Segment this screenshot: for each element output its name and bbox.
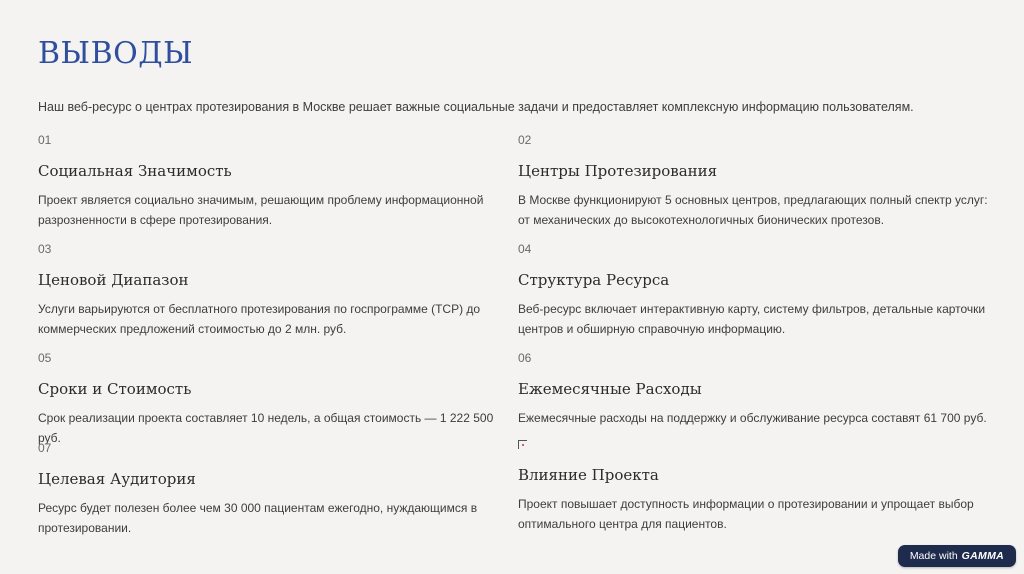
conclusion-item-01	[38, 133, 508, 230]
conclusion-item-02	[518, 133, 988, 230]
badge-prefix: Made with	[909, 550, 958, 562]
item-number	[518, 437, 988, 451]
item-number: 03	[38, 242, 52, 256]
item-heading: Ежемесячные Расходы	[518, 380, 702, 398]
intro-text: Наш веб-ресурс о центрах протезирования в Москве решает важные социальные задачи и предоставляет комплексную информацию пользователям.	[38, 100, 914, 114]
item-heading: Ценовой Диапазон	[38, 271, 189, 289]
item-number: 04	[518, 242, 532, 256]
page-title: ВЫВОДЫ	[38, 36, 194, 71]
item-heading: Целевая Аудитория	[38, 470, 196, 488]
broken-image-icon	[518, 440, 527, 449]
conclusion-item-08	[518, 437, 988, 534]
item-heading: Структура Ресурса	[518, 271, 670, 289]
item-heading: Влияние Проекта	[518, 466, 659, 484]
item-text: Проект повышает доступность информации о протезировании и упрощает выбор оптимального центра для пациентов.	[518, 497, 974, 531]
item-text: Проект является социально значимым, решающим проблему информационной разрозненности в сфере протезирования.	[38, 193, 484, 227]
item-number: 07	[38, 441, 52, 455]
gamma-logo: GAMMA	[961, 550, 1004, 562]
item-number: 06	[518, 351, 532, 365]
item-text: Услуги варьируются от бесплатного протезирования по госпрограмме (ТСР) до коммерческих предложений стоимостью до 2 млн. руб.	[38, 302, 481, 336]
item-number: 01	[38, 133, 52, 147]
item-text: Веб-ресурс включает интерактивную карту, систему фильтров, детальные карточки центров и обширную справочную информацию.	[518, 302, 986, 336]
conclusion-item-05	[38, 351, 508, 448]
item-heading: Центры Протезирования	[518, 162, 718, 180]
item-text: Срок реализации проекта составляет 10 недель, а общая стоимость — 1 222 500 руб.	[38, 411, 494, 445]
item-text: Ежемесячные расходы на поддержку и обслуживание ресурса составят 61 700 руб.	[518, 411, 987, 425]
conclusion-item-03	[38, 242, 508, 339]
made-with-gamma-badge[interactable]	[898, 545, 1016, 567]
item-text: Ресурс будет полезен более чем 30 000 пациентам ежегодно, нуждающимся в протезировании.	[38, 501, 478, 535]
item-heading: Сроки и Стоимость	[38, 380, 192, 398]
conclusion-item-06	[518, 351, 988, 429]
conclusion-item-04	[518, 242, 988, 339]
item-number: 02	[518, 133, 532, 147]
item-number: 05	[38, 351, 52, 365]
item-text: В Москве функционируют 5 основных центров, предлагающих полный спектр услуг: от механических до высокотехнологичных бионических протезов.	[518, 193, 988, 227]
conclusion-item-07	[38, 441, 508, 538]
item-heading: Социальная Значимость	[38, 162, 232, 180]
